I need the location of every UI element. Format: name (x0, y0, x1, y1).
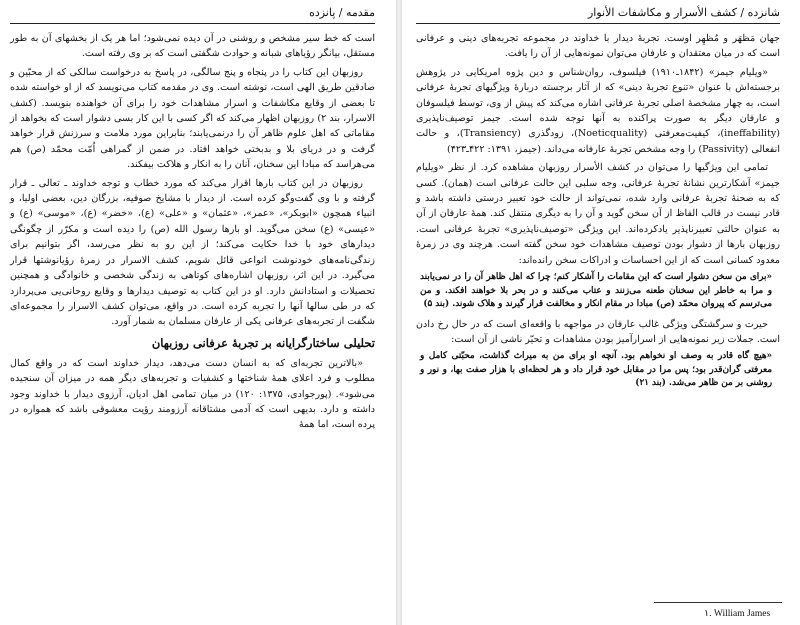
left-header-title: مقدمه / پانزده (309, 6, 375, 19)
right-page (404, 0, 800, 625)
left-paragraph-3: روزبهان در این کتاب بارها اقرار می‌کند که مورد خطاب و توجه خداوند ـ تعالی ـ قرار گرفته و با وی گفت‌وگو کرده است. از دیدار با مشایخ صوفیه، بزرگان دین، بعضی اولیا، و انبیاء همچون «ابوبکر»، «عمر»، «عثمان» و «علی» (ع)، «خضر» (ع)، «موسی» (ع) و «عیسی» (ع) سخن می‌گوید. او بارها رسول الله (ص) را دیده است و مکرّر از چگونگی دیدارهای خود با خدا حکایت می‌کند؛ از این رو به نظر می‌رسد، اگر بتوانیم برای زندگی‌نامه‌های خودنوشت انواعی قائل شویم، کشف الاسرار در زمرهٔ رؤیانوشتها قرار می‌گیرد. در این اثر، روزبهان اشاره‌های کوتاهی به زندگی شخصی و خانوادگی و همچنین تحصیلات و استادانش دارد. او در این کتاب به توصیف دیدارها و وقایع روحانی‌یی می‌پردازد که در طی سالها آنها را تجربه کرده است. در واقع، می‌توان کشف الاسرار را مجموعه‌ای شگفت از تجربه‌های عرفانی یکی از عارفان مسلمان به شمار آورد. (10, 177, 375, 328)
left-page-header (10, 6, 375, 24)
section-heading: تحلیلی ساختارگرایانه بر تجربهٔ عرفانی روزبهان (151, 335, 375, 350)
book-gutter (396, 0, 402, 625)
left-section-paragraph: «بالاترین تجربه‌ای که به انسان دست می‌دهد، دیدار خداوند است که در واقع کمال مطلوب و فرد اعلای همهٔ شناختها و کشفیات و تجربه‌های دیگر همه در میزان آن سنجیده می‌شود». (پورجوادی، ۱۳۷۵: ۱۲۰) در میان تمامی اهل ادیان، آرزوی دیدار با خداوند وجود داشته و دارد. بدیهی است که آدمی مشتاقانه آرزومند رؤیت معشوقی باشد که همواره در پرده است، اما همهٔ (10, 357, 375, 431)
right-paragraph-1: جهان مَظهَر و مُظهِر اوست. تجربهٔ دیدار با خداوند در مجموعه تجربه‌های دینی و عرفانی است که در میان معتقدان و عارفان می‌توان نمونه‌هایی از آن را یافت. (416, 33, 780, 60)
footnote: ۱. William James (704, 609, 771, 619)
right-paragraph-3: تمامی این ویژگیها را می‌توان در کشف الأسرار روزبهان مشاهده کرد. از نظر «ویلیام جیمز» آشکارترین نشانهٔ تجربهٔ عرفانی، وجه سلبی این حالت عرفانی است (همان). کسی که به صحنهٔ تجربهٔ عرفانی وارد شده، نمی‌تواند از حالت خود تعبیر درستی داشته باشد و قادر نیست در قالب الفاظ از آن سخن گوید و آن را به دیگری منتقل کند. همهٔ عارفان از آن به عنوان حالتی تعبیرناپذیر یادکرده‌اند. این ویژگی «توصیف‌ناپذیری» تجربهٔ عرفانی است. روزبهان بارها از دشوار بودن توصیف مشاهدات خود سخن گفته است. هرچند وی در زمرهٔ معدود کسانی است که از این احساسات و ادراکات سخن رانده‌اند: (416, 162, 780, 266)
right-paragraph-2: «ویلیام جیمز» (۱۸۴۲ـ۱۹۱۰) فیلسوف، روان‌شناس و دین پژوه امریکایی در پژوهش برجسته‌اش با عنوان «تنوع تجربهٔ دینی» که از آثار برجسته دربارهٔ ویژگیهای تجربهٔ عرفانی است، به چهار مشخصهٔ اصلی تجربهٔ عرفانی اشاره می‌کند که پیش از وی، توسط فیلسوفان و عارفان دیگر به صورت پراکنده به آنها توجه شده است. جیمز توصیف‌ناپذیری (ineffability)، کیفیت‌معرفتی (Noeticquality)، زودگذری (Transiency)، و حالت انفعالی (Passivity) را وجه مشخص تجربهٔ عارفانه می‌داند. (جیمز، ۱۳۹۱: ۴۲۲ـ۴۲۳) (416, 66, 780, 155)
quote-block-2: «هیچ گاه قادر به وصف او نخواهم بود. آنچه او برای من به میراث گذاشت، محبّتی کامل و معرفتی گران‌قدر بود؛ پس مرا در مقابل خود قرار داد و هر لحظه‌ای با هزار صفت بها، و نور و روشنی بر من ظاهر می‌شد. (بند ۲۱) (420, 351, 772, 389)
left-page (0, 0, 393, 625)
right-header-title: شانزده / کشف الأسرار و مکاشفات الأنوار (587, 6, 780, 19)
left-paragraph-1: است که خط سیر مشخص و روشنی در آن دیده نمی‌شود؛ اما هر یک از بخشهای آن به طور مستقل، بیانگر رؤیاهای شبانه و حوادث شگفتی است که بر وی رفته است. (10, 33, 375, 60)
footnote-divider (654, 602, 782, 603)
right-paragraph-4: حیرت و سرگشتگی ویژگی غالب عارفان در مواجهه با واقعه‌ای است که در حال رخ دادن است. جملات زیر نمونه‌هایی از اسرارآمیز بودن مشاهدات و تحیّر ناشی از آن است: (416, 318, 780, 345)
left-paragraph-2: روزبهان این کتاب را در پنجاه و پنج سالگی، در پاسخ به درخواست سالکی که از محبّین و صادقین طریق الهی است، نوشته است. وی در مقدمه کتاب می‌نویسد که از او خواسته شده تا بعضی از وقایع مکاشفات و اسرار مشاهدات خود را برای آن خواهنده بنویسد. (کشف الاسرار، بند ۲) روزبهان اظهار می‌کند که اگر کسی با این کار بسی دشوار است که بخواهد از مقاماتی که اهل علوم ظاهر آن را درنمی‌یابند؛ بنابراین مورد ملامت و سرزنش قرار خواهد گرفت و در دریای بلا و بدبختی خواهد افتاد. در ضمن از گمراهی اُمّت محمّد (ص) هم می‌هراسد که مبادا این سخنان، آنان را به انکار و هلاکت بیفکند. (10, 66, 375, 171)
quote-block-1: «برای من سخن دشوار است که این مقامات را آشکار کنم؛ چرا که اهل ظاهر آن را در نمی‌یابند و مرا به خاطر این سخنان طعنه می‌زنند و عتاب می‌کنند و در بحر بلا خواهند افکند. و من می‌ترسم که پیروان محمّد (ص) مبادا در مقام انکار و مخالفت قرار گیرند و هلاک شوند. (بند ۵) (420, 272, 772, 310)
right-page-header (416, 6, 780, 24)
